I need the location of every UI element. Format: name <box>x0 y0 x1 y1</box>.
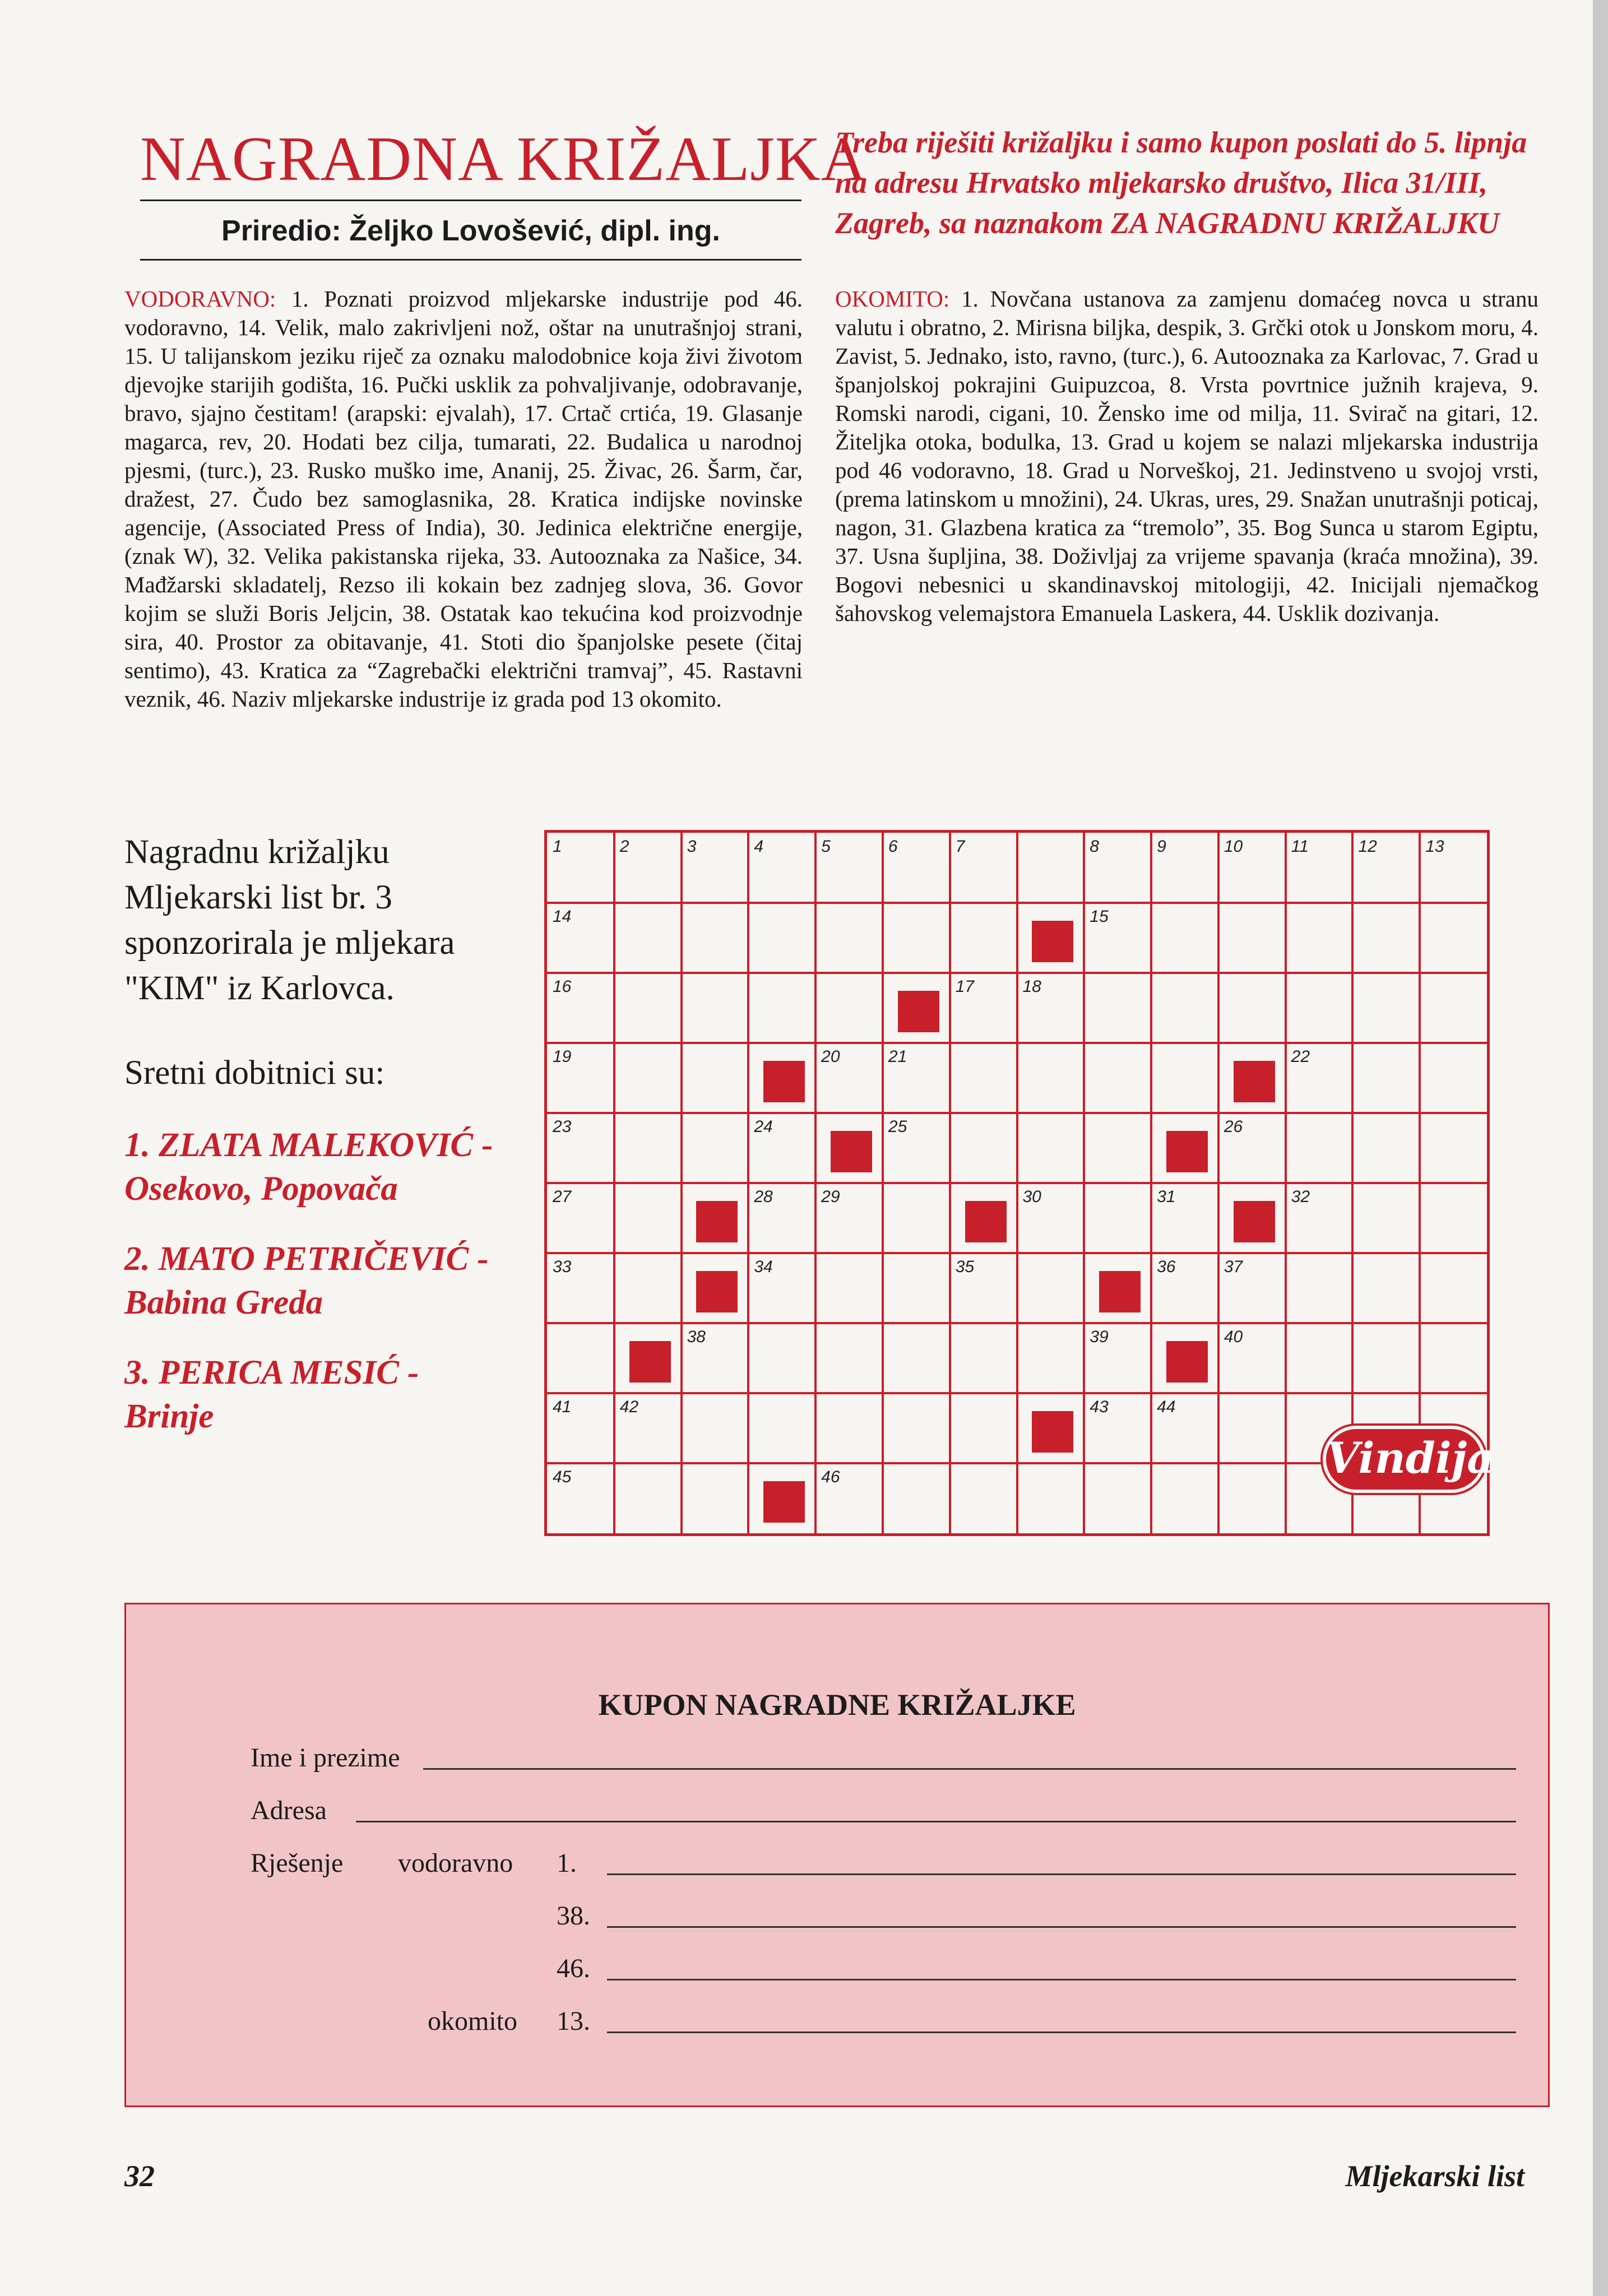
black-square <box>1166 1131 1208 1172</box>
black-square <box>763 1481 805 1523</box>
winner-place: Brinje <box>124 1398 214 1435</box>
black-square <box>696 1271 738 1312</box>
cell-number: 13 <box>1425 837 1444 856</box>
answer-38-field[interactable] <box>607 1926 1516 1928</box>
across-label: vodoravno <box>398 1848 513 1878</box>
cell-number: 18 <box>1022 977 1041 996</box>
grid-line <box>547 1322 1487 1324</box>
title-rule <box>140 200 801 201</box>
cell-number: 11 <box>1291 837 1309 856</box>
answer-1-label: 1. <box>557 1848 577 1878</box>
grid-line <box>547 902 1487 904</box>
cell-number: 5 <box>821 837 831 856</box>
grid-line <box>547 1042 1487 1044</box>
cell-number: 46 <box>821 1468 840 1486</box>
cell-number: 38 <box>687 1328 706 1346</box>
cell-number: 29 <box>821 1188 840 1206</box>
cell-number: 22 <box>1291 1047 1310 1066</box>
answer-46-label: 46. <box>557 1954 590 1983</box>
cell-number: 8 <box>1090 837 1099 856</box>
cell-number: 37 <box>1224 1258 1243 1276</box>
cell-number: 30 <box>1022 1188 1041 1206</box>
name-label: Ime i prezime <box>251 1743 400 1773</box>
winner-3 <box>124 1351 550 1439</box>
cell-number: 12 <box>1358 837 1377 856</box>
black-square <box>1166 1341 1208 1383</box>
winner-1 <box>124 1124 550 1211</box>
cell-number: 20 <box>821 1047 840 1066</box>
cell-number: 39 <box>1090 1328 1109 1346</box>
cell-number: 7 <box>955 837 965 856</box>
answer-46-field[interactable] <box>607 1979 1516 1980</box>
cell-number: 16 <box>553 977 572 996</box>
cell-number: 2 <box>619 837 629 856</box>
page-number: 32 <box>124 2159 155 2193</box>
black-square <box>965 1201 1007 1242</box>
down-clues: 1. Novčana ustanova za zamjenu domaćeg novca u stranu valutu i obratno, 2. Mirisna biljka, despik, 3. Grčki otok u Jonskom moru, 4. Zavist, 5. Jednako, isto, ravno, (turc.), 6. Autooznaka za Karlovac, 7. Grad u španjolskoj pokrajini Guipuzcoa, 8. Vrsta povrtnice južnih krajeva, 9. Romski narodi, cigani, 10. Žensko ime od milja, 11. Svirač na gitari, 12. Žiteljka otoka, bodulka, 13. Grad u kojem se nalazi mljekarska industrija pod 46 vodoravno, 18. Grad u Norveškoj, 21. Jedinstveno u svojoj vrsti, (prema latinskom u množini), 24. Ukras, ures, 29. Snažan unutrašnji poticaj, nagon, 31. Glazbena kratica za “tremolo”, 35. Bog Sunca u starom Egiptu, 37. Usna šupljina, 38. Doživljaj za vrijeme spavanja (kraća množina), 39. Bogovi nebesnici u skandinavskoj mitologiji, 42. Inicijali njemačkog šahovskog velemajstora Emanuela Laskera, 44. Usklik dozivanja. <box>835 286 1539 626</box>
cell-number: 9 <box>1157 837 1166 856</box>
page-title: NAGRADNA KRIŽALJKA <box>140 124 867 194</box>
address-field[interactable] <box>356 1821 1516 1822</box>
name-field[interactable] <box>423 1768 1516 1770</box>
grid-line <box>547 1112 1487 1114</box>
black-square <box>1032 1411 1073 1453</box>
cell-number: 10 <box>1224 837 1243 856</box>
cell-number: 17 <box>955 977 975 996</box>
sponsor-note: Nagradnu križaljku Mljekarski list br. 3 sponzorirala je mljekara "KIM" iz Karlovca. <box>124 833 455 1007</box>
cell-number: 34 <box>754 1258 773 1276</box>
cell-number: 44 <box>1157 1398 1176 1416</box>
cell-number: 25 <box>888 1117 907 1136</box>
answer-1-field[interactable] <box>607 1873 1516 1875</box>
grid-line <box>547 1252 1487 1254</box>
answer-38-label: 38. <box>557 1901 590 1931</box>
instructions: Treba riješiti križaljku i samo kupon poslati do 5. lipnja na adresu Hrvatsko mljekarsko društvo, Ilica 31/III, Zagreb, sa naznakom ZA NAGRADNU KRIŽALJKU <box>835 126 1527 240</box>
cell-number: 6 <box>888 837 898 856</box>
winner-place: Osekovo, Popovača <box>124 1170 398 1208</box>
cell-number: 24 <box>754 1117 773 1136</box>
vindija-logo: Vindija <box>1323 1426 1485 1493</box>
cell-number: 41 <box>553 1398 572 1416</box>
cell-number: 32 <box>1291 1188 1310 1206</box>
address-label: Adresa <box>251 1796 327 1825</box>
clues-down <box>835 285 1539 628</box>
answer-13-label: 13. <box>557 2006 590 2036</box>
cell-number: 3 <box>687 837 697 856</box>
cell-number: 27 <box>553 1188 572 1206</box>
byline-rule <box>140 259 801 261</box>
black-square <box>763 1061 805 1102</box>
black-square <box>696 1201 738 1242</box>
coupon <box>124 1603 1550 2107</box>
across-heading: VODORAVNO: <box>124 286 276 312</box>
black-square <box>1234 1201 1275 1242</box>
cell-number: 23 <box>553 1117 572 1136</box>
black-square <box>1234 1061 1275 1102</box>
cell-number: 15 <box>1090 907 1109 926</box>
across-clues: 1. Poznati proizvod mljekarske industrije pod 46. vodoravno, 14. Velik, malo zakrivljeni nož, oštar na unutrašnjoj strani, 15. U talijanskom jeziku riječ za oznaku malodobnice koja živi životom djevojke starijih godišta, 16. Pučki usklik za pohvaljivanje, odobravanje, bravo, sjajno čestitam! (arapski: ejvalah), 17. Crtač crtića, 19. Glasanje magarca, rev, 20. Hodati bez cilja, tumarati, 22. Budalica u narodnoj pjesmi, (turc.), 23. Rusko muško ime, Ananij, 25. Živac, 26. Šarm, čar, dražest, 27. Čudo bez samoglasnika, 28. Kratica indijske novinske agencije, (Associated Press of India), 30. Jedinica električne energije, (znak W), 32. Velika pakistanska rijeka, 33. Autooznaka za Našice, 34. Mađžarski skladatelj, Rezso ili kokain bez zadnjeg slova, 36. Govor kojim se služi Boris Jeljcin, 38. Ostatak kao tekućina kod proizvodnje sira, 40. Prostor za obitavanje, 41. Stoti dio španjolske pesete (čitaj sentimo), 43. Kratica za “Zagrebački električni tramvaj”, 45. Rastavni veznik, 46. Naziv mljekarske industrije iz grada pod 13 okomito. <box>124 286 803 712</box>
winner-2 <box>124 1237 550 1325</box>
winners-title: Sretni dobitnici su: <box>124 1054 385 1092</box>
winner-name: 3. PERICA MESIĆ - <box>124 1354 419 1391</box>
cell-number: 26 <box>1224 1117 1243 1136</box>
black-square <box>1099 1271 1141 1312</box>
coupon-title: KUPON NAGRADNE KRIŽALJKE <box>598 1688 1076 1722</box>
cell-number: 36 <box>1157 1258 1176 1276</box>
black-square <box>898 991 939 1032</box>
black-square <box>629 1341 671 1383</box>
cell-number: 42 <box>619 1398 639 1416</box>
black-square <box>1032 921 1073 962</box>
cell-number: 14 <box>553 907 572 926</box>
cell-number: 45 <box>553 1468 572 1486</box>
black-square <box>831 1131 872 1172</box>
answer-13-field[interactable] <box>607 2031 1516 2033</box>
cell-number: 28 <box>754 1188 773 1206</box>
cell-number: 21 <box>888 1047 907 1066</box>
grid-line <box>547 1182 1487 1184</box>
magazine-name: Mljekarski list <box>1345 2159 1524 2193</box>
cell-number: 35 <box>955 1258 975 1276</box>
grid-line <box>547 1392 1487 1394</box>
cell-number: 19 <box>553 1047 572 1066</box>
grid-line <box>547 972 1487 974</box>
winner-place: Babina Greda <box>124 1284 323 1321</box>
cell-number: 4 <box>754 837 764 856</box>
cell-number: 33 <box>553 1258 572 1276</box>
down-label: okomito <box>428 2006 518 2036</box>
down-heading: OKOMITO: <box>835 286 950 312</box>
solution-label: Rješenje <box>251 1848 344 1878</box>
cell-number: 1 <box>553 837 562 856</box>
cell-number: 31 <box>1157 1188 1176 1206</box>
clues-across <box>124 285 803 713</box>
cell-number: 43 <box>1090 1398 1109 1416</box>
winner-name: 2. MATO PETRIČEVIĆ - <box>124 1240 489 1278</box>
cell-number: 40 <box>1224 1328 1243 1346</box>
winner-name: 1. ZLATA MALEKOVIĆ - <box>124 1126 493 1164</box>
byline: Priredio: Željko Lovošević, dipl. ing. <box>221 215 720 247</box>
